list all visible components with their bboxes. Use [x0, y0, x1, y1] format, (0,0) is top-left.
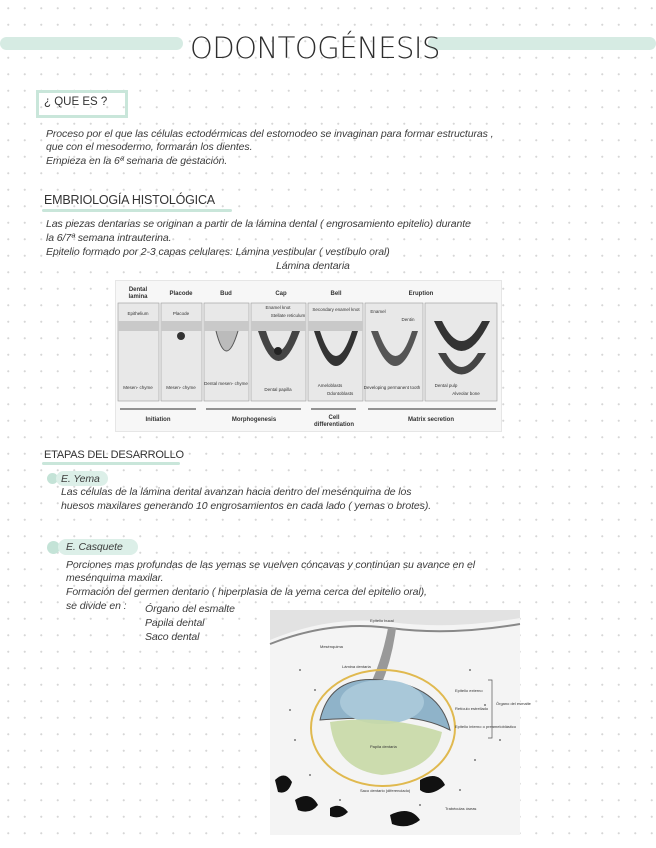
embriologia-line-extra: Lámina dentaria	[276, 260, 350, 272]
title-band-right	[428, 37, 656, 50]
yema-label: E. Yema	[61, 473, 100, 485]
tooth-development-figure	[115, 280, 502, 432]
etapas-underline	[42, 462, 180, 465]
cap-stage-figure	[270, 610, 531, 835]
casquete-line-3: Formación del germen dentario ( hiperplasia de la yema cerca del epitelio oral),	[66, 586, 427, 598]
stage-eruption: Eruption	[408, 291, 434, 297]
embriologia-heading: EMBRIOLOGÍA HISTOLÓGICA	[44, 193, 215, 207]
phase-morphogenesis: Morphogenesis	[231, 417, 277, 423]
svg-text:Ameloblasts: Ameloblasts	[317, 383, 343, 388]
svg-text:Dental mesen- chyme: Dental mesen- chyme	[204, 381, 248, 386]
svg-text:Alveolar bone: Alveolar bone	[452, 391, 480, 396]
svg-text:Retículo estrellado: Retículo estrellado	[455, 706, 489, 711]
stage-placode: Placode	[169, 291, 193, 297]
casquete-part-3: Saco dental	[145, 631, 200, 643]
que-es-label: ¿ QUE ES ?	[44, 96, 108, 108]
que-es-line-2: que con el mesodermo, formarán los dientes.	[46, 141, 253, 153]
casquete-line-2: mesénquima maxilar.	[66, 572, 164, 584]
stage-dental-lamina: Dental	[128, 287, 148, 293]
embriologia-underline	[42, 209, 232, 212]
svg-text:Dental pulp: Dental pulp	[434, 383, 458, 388]
embriologia-line-2: la 6/7ª semana intrauterina.	[46, 232, 172, 244]
stage-cap: Cap	[275, 291, 287, 297]
que-es-line-1: Proceso por el que las células ectodérmicas del estomodeo se invaginan para formar estructuras ,	[46, 128, 494, 140]
svg-text:Epitelio bucal: Epitelio bucal	[370, 618, 394, 623]
svg-text:lamina: lamina	[128, 294, 148, 300]
phase-matrix-secretion: Matrix secretion	[407, 417, 455, 423]
title-band-left	[0, 37, 183, 50]
stage-bud: Bud	[220, 291, 232, 297]
svg-text:Trabéculas óseas: Trabéculas óseas	[445, 806, 477, 811]
svg-text:Stellate reticulum: Stellate reticulum	[270, 313, 306, 318]
embriologia-line-1: Las piezas dentarias se originan a partir de la lámina dental ( engrosamiento epitelio) durante	[46, 218, 471, 230]
svg-text:Mesen- chyme: Mesen- chyme	[123, 385, 153, 390]
svg-text:Epitelio externo: Epitelio externo	[455, 688, 483, 693]
svg-text:Lámina dentaria: Lámina dentaria	[342, 664, 371, 669]
svg-text:Epitelio interno o preameloblá: Epitelio interno o preameloblástico	[455, 724, 517, 729]
yema-line-1: Las células de la lámina dental avanzan hacia dentro del mesénquima de los	[61, 486, 412, 498]
svg-text:Papila dentaria: Papila dentaria	[370, 744, 397, 749]
svg-text:Mesen- chyme: Mesen- chyme	[166, 385, 196, 390]
casquete-part-2: Papila dental	[145, 617, 205, 629]
stage-bell: Bell	[330, 291, 342, 297]
phase-initiation: Initiation	[145, 417, 171, 423]
etapas-heading: ETAPAS DEL DESARROLLO	[44, 449, 184, 461]
svg-text:Epithelium: Epithelium	[127, 311, 149, 316]
que-es-line-3: Empieza en la 6ª semana de gestación.	[46, 155, 228, 167]
svg-text:Dentin: Dentin	[401, 317, 415, 322]
svg-text:Dental papilla: Dental papilla	[264, 387, 292, 392]
svg-text:Odontoblasts: Odontoblasts	[326, 391, 354, 396]
page-title: ODONTOGÉNESIS	[190, 31, 440, 65]
svg-text:Mesénquima: Mesénquima	[320, 644, 343, 649]
phase-cell-differentiation: Cell	[328, 415, 340, 421]
svg-text:Enamel knot: Enamel knot	[265, 305, 291, 310]
yema-line-2: huesos maxilares generando 10 engrosamientos en cada lado ( yemas o brotes).	[61, 500, 432, 512]
svg-text:Developing permanent tooth: Developing permanent tooth	[363, 385, 421, 390]
casquete-line-4: se divide en :	[66, 600, 127, 612]
casquete-line-1: Porciones mas profundas de las yemas se vuelven cóncavas y continúan su avance en el	[66, 559, 475, 571]
svg-text:Secondary enamel knot: Secondary enamel knot	[312, 307, 360, 312]
svg-text:differentiation: differentiation	[314, 422, 354, 428]
svg-text:Órgano del esmalte: Órgano del esmalte	[496, 701, 531, 706]
casquete-label: E. Casquete	[66, 541, 123, 553]
embriologia-line-3: Epitelio formado por 2-3 capas celulares: Lámina vestibular ( vestíbulo oral)	[46, 246, 390, 258]
svg-text:Placode: Placode	[172, 311, 190, 316]
casquete-part-1: Órgano del esmalte	[145, 603, 235, 615]
svg-text:Enamel: Enamel	[370, 309, 386, 314]
svg-text:Saco dentario (diferenciado): Saco dentario (diferenciado)	[360, 788, 411, 793]
